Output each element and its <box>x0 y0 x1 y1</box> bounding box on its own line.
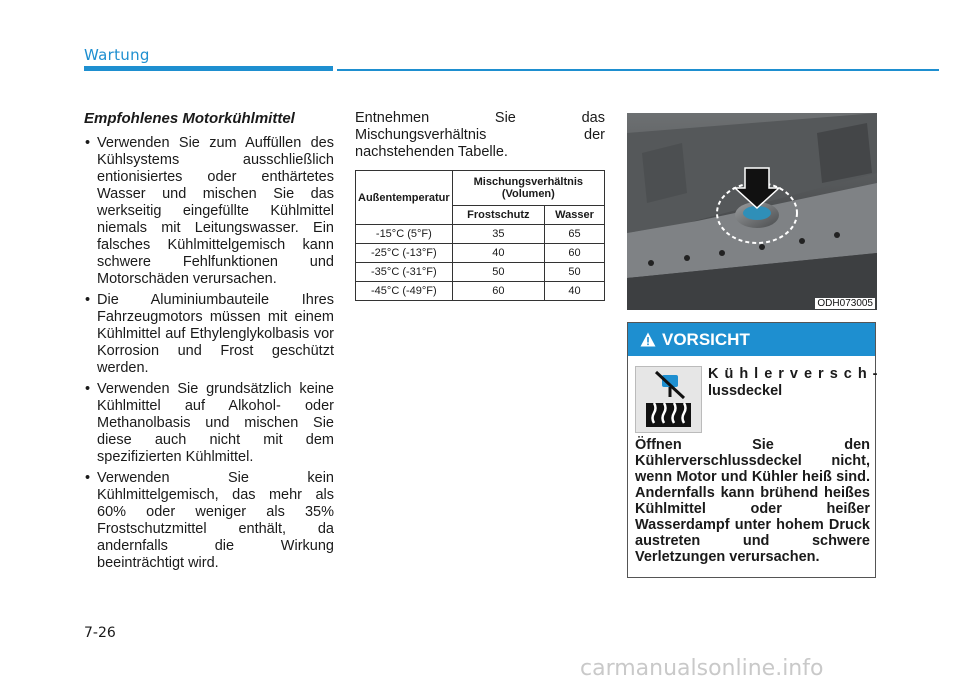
warning-heading: VORSICHT <box>662 329 750 349</box>
watermark: carmanualsonline.info <box>580 656 824 681</box>
left-column <box>84 110 334 576</box>
middle-column <box>355 110 605 161</box>
warning-subtitle <box>708 366 884 400</box>
warning-text: Öffnen Sie den Kühlerverschlussdeckel nicht, wenn Motor und Kühler heiß sind. Andernfalls kann brühend heißes Kühlmittel oder heißer Wasserdampf unter hohem Druck austreten und schwere Verletzungen verursachen. <box>635 437 870 565</box>
header-bar-right <box>337 69 939 71</box>
warning-box <box>627 322 884 578</box>
intro-text: Entnehmen Sie das Mischungsverhältnis der nachstehenden Tabelle. <box>355 110 605 160</box>
warning-subtitle-line2: lussdeckel <box>708 383 783 399</box>
mixture-table <box>355 170 605 301</box>
header-title: Wartung <box>84 46 150 64</box>
bullet-item: • Verwenden Sie grundsätzlich keine Kühlmittel auf Alkohol- oder Methanolbasis und mischen Sie diese auch nicht mit dem spezifizierten Kühlmittel. <box>84 381 334 466</box>
header-bar-left <box>84 66 333 71</box>
cell-water: 50 <box>545 263 605 282</box>
warning-subtitle-line1: Kühlerversch- <box>708 366 884 382</box>
warning-triangle-icon <box>640 332 656 347</box>
header-ratio: Mischungsverhältnis (Volumen) <box>452 171 604 206</box>
table-row <box>356 282 605 301</box>
bullet-list <box>84 135 334 572</box>
cell-temp: -25°C (-13°F) <box>356 244 453 263</box>
cell-water: 40 <box>545 282 605 301</box>
bullet-item: • Die Aluminiumbauteile Ihres Fahrzeugmotors müssen mit einem Kühlmittel auf Ethylenglykolbasis vor Korrosion und Frost geschützt werden. <box>84 292 334 377</box>
table-row <box>356 263 605 282</box>
cell-water: 65 <box>545 225 605 244</box>
header-temperature: Außentemperatur <box>356 171 453 225</box>
photo-code: ODH073005 <box>817 298 873 309</box>
cell-frost: 60 <box>452 282 544 301</box>
radiator-cap-illustration <box>627 113 877 310</box>
page-number: 7-26 <box>84 625 116 641</box>
bullet-item: • Verwenden Sie zum Auffüllen des Kühlsystems ausschließlich entionisiertes oder enthärtetes Wasser und mischen Sie das werkseitig eingefüllte Kühlmittel niemals mit Leitungswasser. Ein falsches Kühlmittelgemisch kann schwere Fehlfunktionen und Motorschäden verursachen. <box>84 135 334 288</box>
header-water: Wasser <box>545 206 605 225</box>
cell-water: 60 <box>545 244 605 263</box>
warning-header <box>628 323 875 356</box>
cell-frost: 35 <box>452 225 544 244</box>
header-frost: Frostschutz <box>452 206 544 225</box>
radiator-steam-icon <box>635 366 702 433</box>
cell-frost: 40 <box>452 244 544 263</box>
bullet-item: • Verwenden Sie kein Kühlmittelgemisch, das mehr als 60% oder weniger als 35% Frostschutzmittel enthält, da andernfalls die Wirkung beeinträchtigt wird. <box>84 470 334 572</box>
cell-temp: -35°C (-31°F) <box>356 263 453 282</box>
cell-frost: 50 <box>452 263 544 282</box>
cell-temp: -45°C (-49°F) <box>356 282 453 301</box>
engine-bay-photo <box>627 113 877 310</box>
section-title: Empfohlenes Motorkühlmittel <box>84 110 295 127</box>
table-row <box>356 225 605 244</box>
cell-temp: -15°C (5°F) <box>356 225 453 244</box>
table-row <box>356 244 605 263</box>
